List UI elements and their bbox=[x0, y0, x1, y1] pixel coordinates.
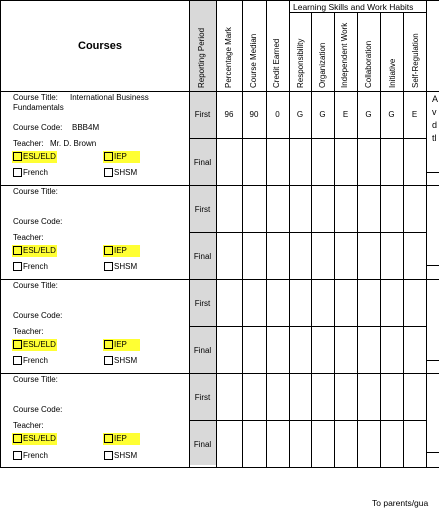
shsm-label: SHSM bbox=[114, 262, 138, 271]
percentage-mark-header: Percentage Mark bbox=[224, 27, 233, 88]
french-checkbox[interactable] bbox=[13, 262, 22, 271]
iep-label: IEP bbox=[114, 152, 127, 161]
course-code-label: Course Code: bbox=[13, 311, 63, 320]
reporting-period-final: Final bbox=[193, 252, 212, 261]
organization-header: Organization bbox=[318, 42, 327, 88]
french-label: French bbox=[23, 168, 48, 177]
shsm-checkbox[interactable] bbox=[104, 168, 113, 177]
shsm-checkbox[interactable] bbox=[104, 451, 113, 460]
iep-label: IEP bbox=[114, 246, 127, 255]
teacher-label: Teacher: bbox=[13, 233, 44, 242]
comment-fragment-2: v bbox=[432, 107, 437, 117]
iep-label: IEP bbox=[114, 434, 127, 443]
self-regulation-value: E bbox=[411, 110, 418, 119]
esl-checkbox[interactable] bbox=[13, 246, 22, 255]
course-code-label: Course Code: bbox=[13, 123, 63, 132]
learning-skills-header: Learning Skills and Work Habits bbox=[293, 2, 414, 12]
course-title-label: Course Title: bbox=[13, 187, 58, 196]
esl-label: ESL/ELD bbox=[23, 340, 56, 349]
reporting-period-header: Reporting Period bbox=[197, 27, 206, 88]
credit-earned-header: Credit Earned bbox=[272, 38, 281, 88]
french-checkbox[interactable] bbox=[13, 451, 22, 460]
shsm-checkbox[interactable] bbox=[104, 356, 113, 365]
iep-checkbox[interactable] bbox=[104, 246, 113, 255]
course-median-header: Course Median bbox=[249, 33, 258, 88]
shsm-label: SHSM bbox=[114, 356, 138, 365]
shsm-label: SHSM bbox=[114, 168, 138, 177]
initiative-header: Initiative bbox=[388, 58, 397, 88]
reporting-period-final: Final bbox=[193, 346, 212, 355]
self-regulation-header: Self-Regulation bbox=[411, 33, 420, 88]
comment-fragment-3: d bbox=[432, 120, 438, 130]
reporting-period-final: Final bbox=[193, 440, 212, 449]
course-title-value: International Business bbox=[70, 93, 149, 102]
footer-text: To parents/gua bbox=[372, 498, 429, 508]
course-code-value: BBB4M bbox=[72, 123, 100, 132]
course-title-label: Course Title: bbox=[13, 375, 58, 384]
comment-fragment-4: tl bbox=[432, 133, 437, 143]
french-checkbox[interactable] bbox=[13, 356, 22, 365]
shsm-checkbox[interactable] bbox=[104, 262, 113, 271]
teacher-value: Mr. D. Brown bbox=[50, 139, 97, 148]
comment-fragment-1: A bbox=[432, 94, 439, 104]
initiative-value: G bbox=[388, 110, 395, 119]
esl-checkbox[interactable] bbox=[13, 340, 22, 349]
course-code-label: Course Code: bbox=[13, 405, 63, 414]
independent-work-value: E bbox=[342, 110, 349, 119]
responsibility-value: G bbox=[296, 110, 304, 119]
teacher-label: Teacher: bbox=[13, 327, 44, 336]
courses-header: Courses bbox=[78, 40, 123, 52]
course-title-label: Course Title: bbox=[13, 281, 58, 290]
french-checkbox[interactable] bbox=[13, 168, 22, 177]
responsibility-header: Responsibility bbox=[296, 38, 305, 88]
esl-checkbox[interactable] bbox=[13, 152, 22, 161]
course-title-line2: Fundamentals bbox=[13, 103, 64, 112]
collaboration-value: G bbox=[365, 110, 372, 119]
esl-checkbox[interactable] bbox=[13, 434, 22, 443]
french-label: French bbox=[23, 356, 48, 365]
reporting-period-first: First bbox=[194, 393, 211, 402]
course-title-label: Course Title: bbox=[13, 93, 58, 102]
french-label: French bbox=[23, 451, 48, 460]
teacher-label: Teacher: bbox=[13, 139, 44, 148]
iep-checkbox[interactable] bbox=[104, 340, 113, 349]
independent-work-header: Independent Work bbox=[340, 22, 349, 88]
reporting-period-final: Final bbox=[193, 158, 212, 167]
esl-label: ESL/ELD bbox=[23, 434, 56, 443]
reporting-period-first: First bbox=[194, 299, 211, 308]
collaboration-header: Collaboration bbox=[364, 40, 373, 88]
iep-checkbox[interactable] bbox=[104, 152, 113, 161]
course-median-value: 90 bbox=[249, 110, 259, 119]
course-code-label: Course Code: bbox=[13, 217, 63, 226]
reporting-period-first: First bbox=[194, 205, 211, 214]
shsm-label: SHSM bbox=[114, 451, 138, 460]
iep-checkbox[interactable] bbox=[104, 434, 113, 443]
french-label: French bbox=[23, 262, 48, 271]
esl-label: ESL/ELD bbox=[23, 246, 56, 255]
credit-earned-value: 0 bbox=[275, 110, 280, 119]
esl-label: ESL/ELD bbox=[23, 152, 56, 161]
percentage-mark-value: 96 bbox=[224, 110, 234, 119]
organization-value: G bbox=[319, 110, 326, 119]
iep-label: IEP bbox=[114, 340, 127, 349]
teacher-label: Teacher: bbox=[13, 421, 44, 430]
reporting-period-first: First bbox=[194, 110, 211, 119]
